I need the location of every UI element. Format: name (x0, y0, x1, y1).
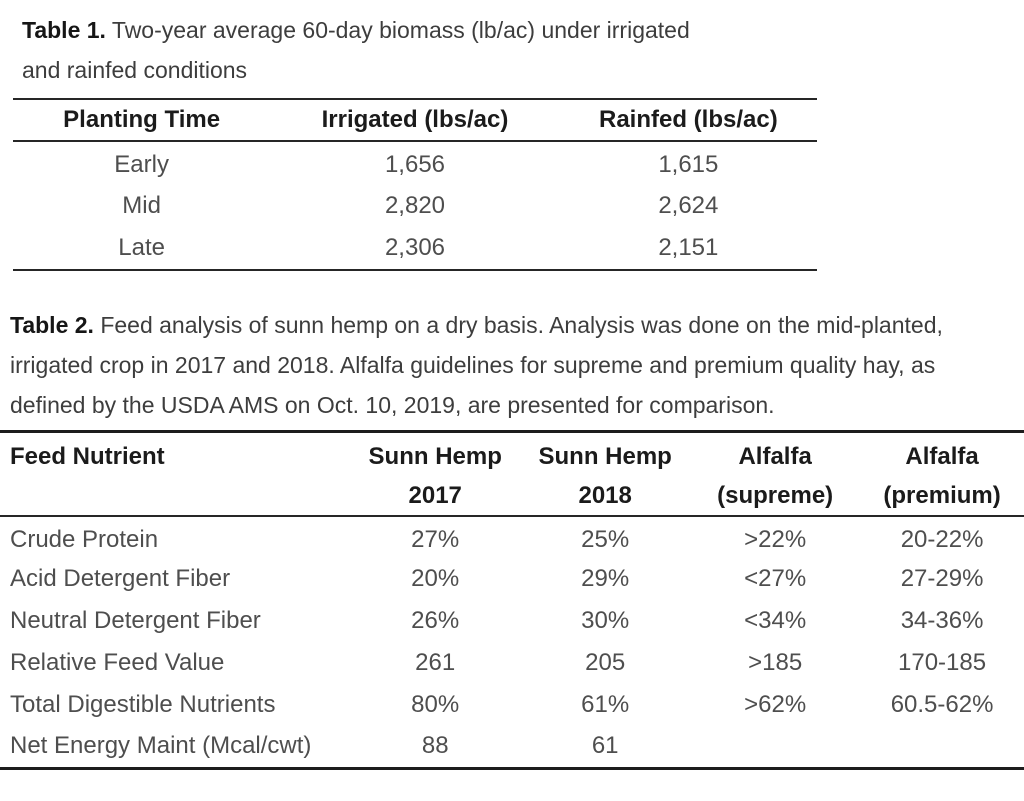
table-row (0, 642, 1024, 684)
table1-biomass (13, 98, 817, 271)
alfalfa-premium-cell: 27-29% (900, 565, 984, 592)
nutrient-cell: Acid Detergent Fiber (10, 565, 231, 592)
table1-col-planting-time: Planting Time (13, 99, 270, 141)
planting-time-cell: Late (118, 234, 165, 261)
sunn-hemp-2017-cell: 26% (411, 607, 460, 634)
table2-caption (10, 305, 950, 425)
table-row (0, 600, 1024, 642)
sunn-hemp-2018-cell: 205 (585, 649, 626, 676)
nutrient-cell: Neutral Detergent Fiber (10, 607, 261, 634)
table-row (0, 516, 1024, 558)
table2-feed-analysis (0, 430, 1024, 770)
irrigated-cell: 2,306 (384, 234, 446, 261)
sunn-hemp-2018-cell: 61 (591, 732, 619, 760)
table1-caption-label: Table 1. (22, 17, 106, 43)
nutrient-cell: Total Digestible Nutrients (10, 691, 276, 718)
alfalfa-premium-cell: 20-22% (900, 525, 984, 553)
table-row (13, 184, 817, 227)
table1-caption-text: Two-year average 60-day biomass (lb/ac) under irrigated and rainfed conditions (22, 17, 690, 83)
rainfed-cell: 1,615 (658, 151, 719, 178)
nutrient-cell: Net Energy Maint (Mcal/cwt) (10, 732, 312, 760)
sunn-hemp-2017-cell: 27% (411, 525, 460, 553)
sunn-hemp-2017-cell: 80% (411, 691, 460, 718)
table2-col-sunn-hemp-2017: Sunn Hemp 2017 (350, 432, 520, 517)
sunn-hemp-2018-cell: 25% (581, 525, 630, 553)
table1-col-rainfed: Rainfed (lbs/ac) (560, 99, 817, 141)
table-row (0, 684, 1024, 726)
nutrient-cell: Relative Feed Value (10, 649, 225, 676)
sunn-hemp-2018-cell: 61% (581, 691, 630, 718)
table2-col-feed-nutrient: Feed Nutrient (0, 432, 350, 517)
table2-col-alfalfa-supreme: Alfalfa (supreme) (690, 432, 860, 517)
alfalfa-premium-cell: 34-36% (900, 607, 984, 634)
irrigated-cell: 1,656 (384, 151, 446, 178)
alfalfa-supreme-cell: <34% (744, 607, 807, 634)
sunn-hemp-2017-cell: 20% (411, 565, 460, 592)
planting-time-cell: Early (114, 151, 169, 178)
sunn-hemp-2017-cell: 88 (421, 732, 449, 760)
alfalfa-premium-cell (860, 726, 1024, 768)
alfalfa-supreme-cell: <27% (744, 565, 807, 592)
table2-col-alfalfa-premium: Alfalfa (premium) (860, 432, 1024, 517)
table2-caption-label: Table 2. (10, 312, 94, 338)
alfalfa-premium-cell: 170-185 (898, 649, 987, 676)
table1-header-row (13, 99, 817, 141)
table2-col-sunn-hemp-2018: Sunn Hemp 2018 (520, 432, 690, 517)
rainfed-cell: 2,624 (658, 191, 719, 219)
alfalfa-supreme-cell: >185 (748, 649, 803, 676)
planting-time-cell: Mid (122, 191, 161, 219)
alfalfa-supreme-cell: >22% (744, 525, 807, 553)
alfalfa-premium-cell: 60.5-62% (890, 691, 994, 718)
table-row (13, 227, 817, 270)
irrigated-cell: 2,820 (384, 191, 446, 219)
table-row (0, 726, 1024, 768)
sunn-hemp-2018-cell: 30% (581, 607, 630, 634)
table2-header-row (0, 432, 1024, 517)
table-row (0, 558, 1024, 600)
sunn-hemp-2017-cell: 261 (415, 649, 456, 676)
table1-caption (22, 10, 722, 90)
alfalfa-supreme-cell: >62% (744, 691, 807, 718)
table2-caption-text: Feed analysis of sunn hemp on a dry basis. Analysis was done on the mid-planted, irrigated crop in 2017 and 2018. Alfalfa guidelines for supreme and premium quality hay, as defined by the USDA AMS on Oct. 10, 2019, are presented for comparison. (10, 312, 943, 418)
table-row (13, 141, 817, 184)
sunn-hemp-2018-cell: 29% (581, 565, 630, 592)
alfalfa-supreme-cell (690, 726, 860, 768)
nutrient-cell: Crude Protein (10, 525, 159, 553)
table1-col-irrigated: Irrigated (lbs/ac) (270, 99, 559, 141)
rainfed-cell: 2,151 (658, 234, 719, 261)
